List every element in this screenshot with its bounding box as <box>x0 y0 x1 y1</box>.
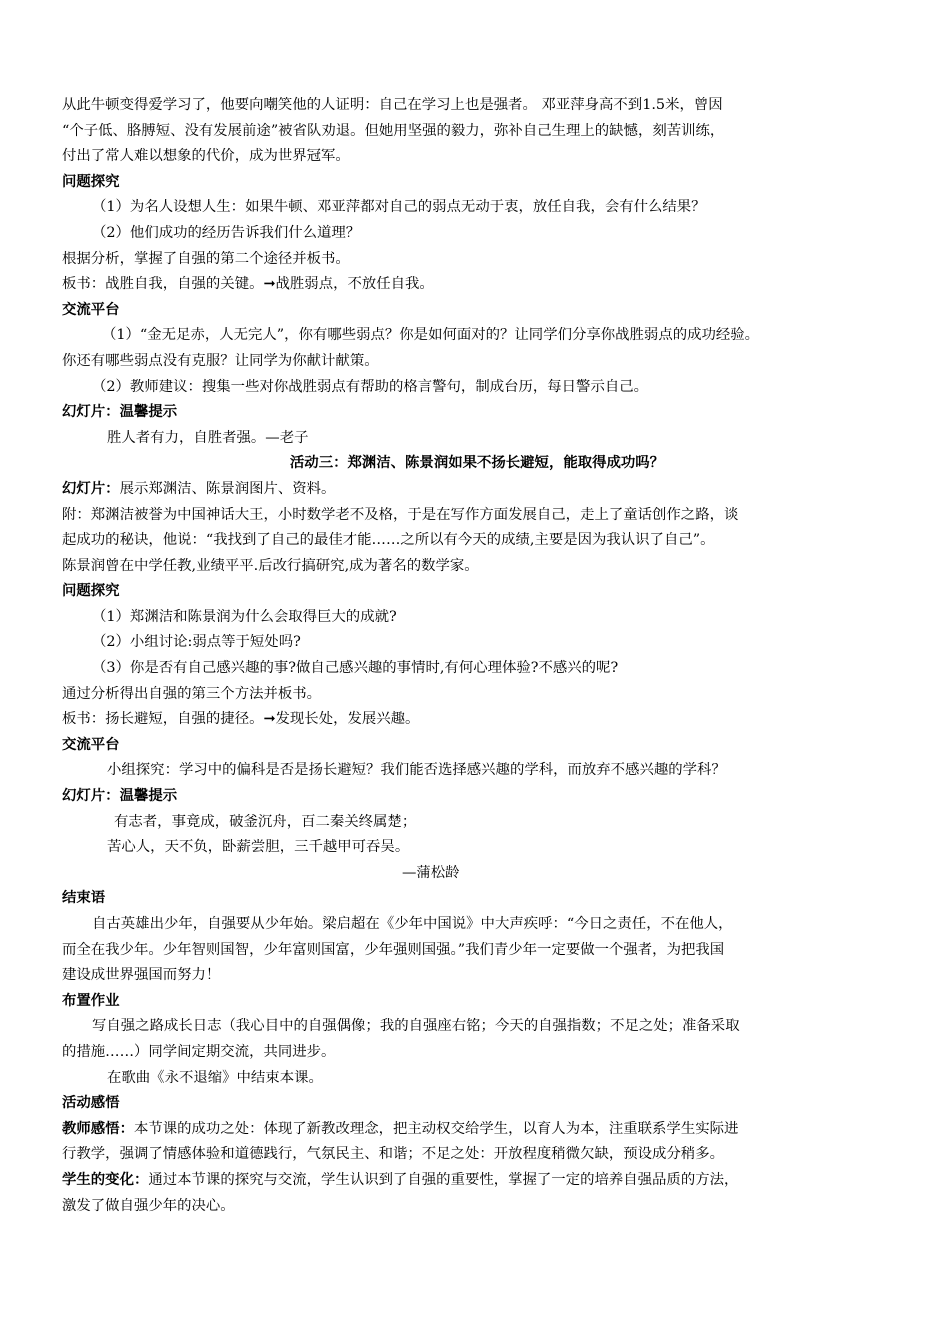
couplet-line: 苦心人，天不负，卧薪尝胆，三千越甲可吞吴。 <box>107 839 410 856</box>
quote-line: 胜人者有力，自胜者强。—老子 <box>107 429 309 446</box>
section-heading-closing-remarks: 结束语 <box>62 890 106 907</box>
question-item: （1）郑渊洁和陈景润为什么会取得巨大的成就? <box>92 608 397 625</box>
section-heading-problem-inquiry: 问题探究 <box>62 173 120 190</box>
text-line: 而全在我少年。少年智则国智，少年富则国富，少年强则国强。”我们青少年一定要做一个强者，为把我国 <box>62 941 725 958</box>
text-line <box>62 1168 892 1194</box>
text-line: 建设成世界强国而努力！ <box>62 967 221 984</box>
text-line: 小组探究：学习中的偏科是否是扬长避短？我们能否选择感兴趣的学科，而放弃不感兴趣的学科？ <box>107 762 726 779</box>
section-heading-homework: 布置作业 <box>62 992 120 1009</box>
text-line: 陈景润曾在中学任教,业绩平平.后改行搞研究,成为著名的数学家。 <box>62 557 479 574</box>
text-line: 你还有哪些弱点没有克服？让同学为你献计献策。 <box>62 352 379 369</box>
question-item: （2）小组讨论:弱点等于短处吗? <box>92 634 301 651</box>
document-page <box>62 93 892 1219</box>
section-heading-slide-tip: 幻灯片：温馨提示 <box>62 788 178 805</box>
text-line <box>62 477 892 503</box>
activity-three-title: 活动三：郑渊洁、陈景润如果不扬长避短，能取得成功吗？ <box>289 455 665 472</box>
couplet-line: 有志者，事竟成，破釜沉舟，百二秦关终属楚； <box>114 813 417 830</box>
question-item: （2）他们成功的经历告诉我们什么道理？ <box>92 224 361 241</box>
text-line: 的措施……）同学间定期交流，共同进步。 <box>62 1043 336 1060</box>
text-line: 通过分析得出自强的第三个方法并板书。 <box>62 685 322 702</box>
board-writing-line: 板书：扬长避短，自强的捷径。➞发现长处，发展兴趣。 <box>62 711 420 728</box>
text-line: 根据分析，掌握了自强的第二个途径并板书。 <box>62 250 350 267</box>
text-line: 行教学，强调了情感体验和道德践行，气氛民主、和谐；不足之处：开放程度稍微欠缺，预设成分稍多。 <box>62 1146 724 1163</box>
text-line: 从此牛顿变得爱学习了，他要向嘲笑他的人证明：自己在学习上也是强者。 邓亚萍身高不到1.5米，曾因 <box>62 97 723 113</box>
text-line: 自古英雄出少年，自强要从少年始。梁启超在《少年中国说》中大声疾呼：“今日之责任，不在他人， <box>92 916 733 932</box>
text-line: 激发了做自强少年的决心。 <box>62 1197 235 1214</box>
slide-text: 展示郑渊洁、陈景润图片、资料。 <box>119 480 336 497</box>
slide-label: 幻灯片： <box>62 480 120 497</box>
text-line: 付出了常人难以想象的代价，成为世界冠军。 <box>62 148 350 165</box>
question-item: （1）为名人设想人生：如果牛顿、邓亚萍都对自己的弱点无动于衷，放任自我，会有什么结果？ <box>92 199 706 216</box>
text-line: （2）教师建议：搜集一些对你战胜弱点有帮助的格言警句，制成台历，每日警示自己。 <box>92 378 649 395</box>
text-line: （1）“金无足赤，人无完人”，你有哪些弱点？你是如何面对的？让同学们分享你战胜弱点的成功经验。 <box>102 327 760 344</box>
board-writing-line: 板书：战胜自我，自强的关键。➞战胜弱点，不放任自我。 <box>62 276 434 293</box>
text-line: 附：郑渊洁被誉为中国神话大王，小时数学老不及格，于是在写作方面发展自己，走上了童话创作之路，谈 <box>62 506 739 523</box>
section-heading-slide-tip: 幻灯片：温馨提示 <box>62 404 178 421</box>
section-heading-reflection: 活动感悟 <box>62 1095 120 1112</box>
text-line: 写自强之路成长日志（我心目中的自强偶像；我的自强座右铭；今天的自强指数；不足之处；准备采取 <box>92 1018 740 1035</box>
student-change-label: 学生的变化： <box>62 1171 149 1188</box>
teacher-reflection-label: 教师感悟： <box>62 1120 134 1137</box>
student-change-text: 通过本节课的探究与交流，学生认识到了自强的重要性，掌握了一定的培养自强品质的方法， <box>148 1171 739 1188</box>
text-line: 起成功的秘诀，他说：“我找到了自己的最佳才能……之所以有今天的成绩,主要是因为我认识了自己”。 <box>62 532 715 549</box>
section-heading-exchange-platform: 交流平台 <box>62 301 120 318</box>
section-heading-problem-inquiry: 问题探究 <box>62 583 120 600</box>
text-line <box>62 1117 892 1143</box>
teacher-reflection-text: 本节课的成功之处：体现了新教改理念，把主动权交给学生，以育人为本，注重联系学生实际进 <box>133 1120 739 1137</box>
section-heading-exchange-platform: 交流平台 <box>62 736 120 753</box>
question-item: （3）你是否有自己感兴趣的事?做自己感兴趣的事情时,有何心理体验?不感兴的呢? <box>92 660 619 677</box>
text-line: “个子低、胳膊短、没有发展前途”被省队劝退。但她用坚强的毅力，弥补自己生理上的缺憾，刻苦训练， <box>62 122 725 139</box>
quote-author: —蒲松龄 <box>402 864 460 881</box>
text-line: 在歌曲《永不退缩》中结束本课。 <box>107 1069 323 1086</box>
